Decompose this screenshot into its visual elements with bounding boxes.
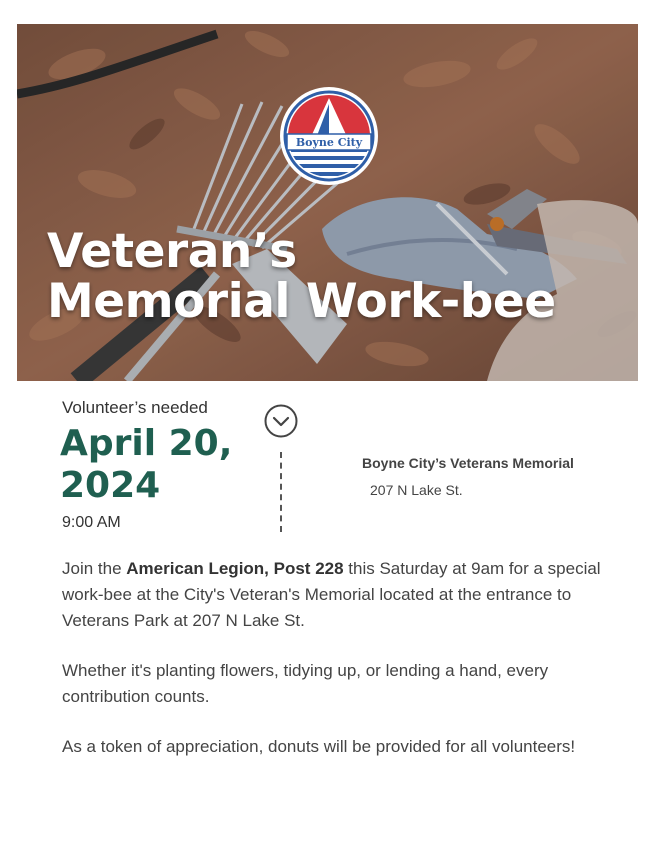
location-name: Boyne City’s Veterans Memorial	[362, 455, 574, 471]
intro-text-after: this Saturday at 9am for a special work-bee at the City's Veteran's Memorial located at the entrance to Veterans Park at 207 N Lake St.	[62, 559, 601, 630]
logo-text: Boyne City	[295, 136, 363, 149]
hero-image	[17, 24, 638, 381]
intro-text-before: Join the	[62, 559, 127, 578]
hero-title-line1: Veteran’s	[47, 224, 297, 279]
divider	[280, 452, 282, 532]
location-address: 207 N Lake St.	[370, 482, 463, 498]
hero-title	[47, 224, 556, 329]
paragraph-appreciation: As a token of appreciation, donuts will be provided for all volunteers!	[62, 737, 576, 756]
chevron-down-circle-icon	[264, 404, 298, 438]
hero-title-line2: Memorial Work-bee	[47, 274, 556, 329]
event-time: 9:00 AM	[62, 514, 121, 531]
organization-name: American Legion, Post 228	[126, 559, 344, 578]
boyne-city-logo	[279, 86, 379, 186]
tagline: Volunteer’s needed	[62, 398, 208, 417]
event-date-line1: April 20,	[60, 423, 233, 464]
event-date-line2: 2024	[60, 465, 161, 506]
paragraph-intro	[62, 556, 622, 634]
paragraph-contribution: Whether it's planting flowers, tidying up, or lending a hand, every contribution counts.	[62, 661, 549, 706]
event-date	[60, 423, 232, 507]
